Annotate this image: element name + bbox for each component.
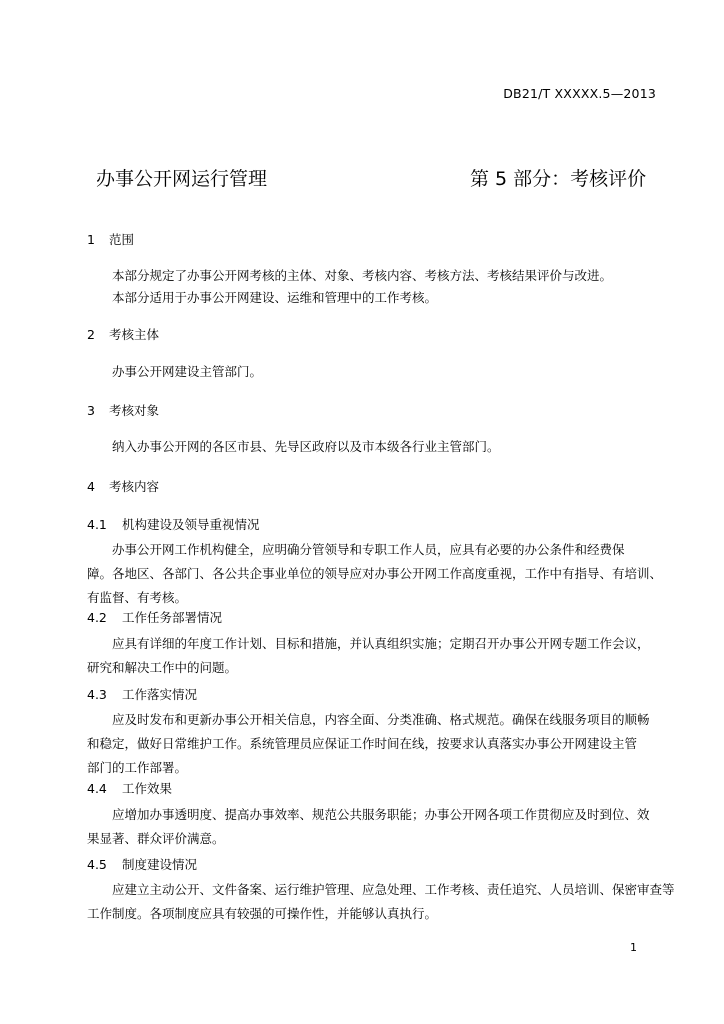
paragraph-line: 和稳定，做好日常维护工作。系统管理员应保证工作时间在线，按要求认真落实办事公开网建设主管 bbox=[87, 736, 638, 751]
section-title: 考核对象 bbox=[109, 403, 160, 418]
subsection-heading-4-4 bbox=[87, 779, 172, 797]
section-title: 考核主体 bbox=[109, 327, 160, 342]
paragraph bbox=[87, 803, 657, 851]
section-number: 2 bbox=[87, 327, 95, 342]
section-heading-1 bbox=[87, 230, 134, 248]
section-number: 4 bbox=[87, 479, 95, 494]
section-number: 1 bbox=[87, 232, 95, 247]
paragraph-line: 应建立主动公开、文件备案、运行维护管理、应急处理、工作考核、责任追究、人员培训、保密审查等 bbox=[112, 882, 675, 897]
paragraph: 纳入办事公开网的各区市县、先导区政府以及市本级各行业主管部门。 bbox=[112, 439, 500, 454]
paragraph-line: 有监督、有考核。 bbox=[87, 590, 188, 605]
section-heading-2 bbox=[87, 325, 159, 343]
paragraph-line: 应及时发布和更新办事公开相关信息，内容全面、分类准确、格式规范。确保在线服务项目的顺畅 bbox=[112, 712, 650, 727]
subsection-heading-4-1 bbox=[87, 515, 260, 533]
document-code: DB21/T XXXXX.5—2013 bbox=[503, 86, 656, 101]
subsection-title: 工作效果 bbox=[122, 781, 173, 796]
subsection-heading-4-5 bbox=[87, 855, 197, 873]
section-heading-4 bbox=[87, 477, 159, 495]
subsection-title: 工作落实情况 bbox=[122, 687, 198, 702]
section-number: 3 bbox=[87, 403, 95, 418]
paragraph-line: 应增加办事透明度、提高办事效率、规范公共服务职能；办事公开网各项工作贯彻应及时到位、效 bbox=[112, 807, 650, 822]
paragraph-line: 办事公开网工作机构健全，应明确分管领导和专职工作人员，应具有必要的办公条件和经费保 bbox=[112, 542, 625, 557]
page-number: 1 bbox=[630, 941, 637, 954]
paragraph-line: 工作制度。各项制度应具有较强的可操作性，并能够认真执行。 bbox=[87, 906, 438, 921]
paragraph bbox=[87, 708, 657, 780]
paragraph: 本部分规定了办事公开网考核的主体、对象、考核内容、考核方法、考核结果评价与改进。 bbox=[112, 268, 613, 283]
paragraph bbox=[87, 632, 657, 680]
subsection-number: 4.5 bbox=[87, 857, 107, 872]
section-title: 考核内容 bbox=[109, 479, 160, 494]
paragraph: 办事公开网建设主管部门。 bbox=[112, 364, 263, 379]
section-heading-3 bbox=[87, 401, 159, 419]
subsection-number: 4.3 bbox=[87, 687, 107, 702]
subsection-title: 制度建设情况 bbox=[122, 857, 198, 872]
subsection-number: 4.1 bbox=[87, 517, 107, 532]
subsection-heading-4-2 bbox=[87, 608, 222, 626]
subsection-heading-4-3 bbox=[87, 685, 197, 703]
document-title: 办事公开网运行管理 bbox=[96, 168, 268, 190]
paragraph: 本部分适用于办事公开网建设、运维和管理中的工作考核。 bbox=[112, 290, 438, 305]
paragraph bbox=[87, 878, 675, 926]
paragraph-line: 果显著、群众评价满意。 bbox=[87, 831, 225, 846]
subsection-title: 机构建设及领导重视情况 bbox=[122, 517, 260, 532]
section-title: 范围 bbox=[109, 232, 135, 247]
subsection-number: 4.4 bbox=[87, 781, 107, 796]
paragraph-line: 应具有详细的年度工作计划、目标和措施，并认真组织实施；定期召开办事公开网专题工作会议， bbox=[112, 636, 650, 651]
paragraph-line: 研究和解决工作中的问题。 bbox=[87, 660, 238, 675]
paragraph-line: 障。各地区、各部门、各公共企事业单位的领导应对办事公开网工作高度重视，工作中有指导、有培训、 bbox=[87, 566, 663, 581]
part-title: 第 5 部分：考核评价 bbox=[470, 168, 647, 190]
subsection-number: 4.2 bbox=[87, 610, 107, 625]
subsection-title: 工作任务部署情况 bbox=[122, 610, 223, 625]
paragraph-line: 部门的工作部署。 bbox=[87, 760, 188, 775]
paragraph bbox=[87, 538, 663, 610]
